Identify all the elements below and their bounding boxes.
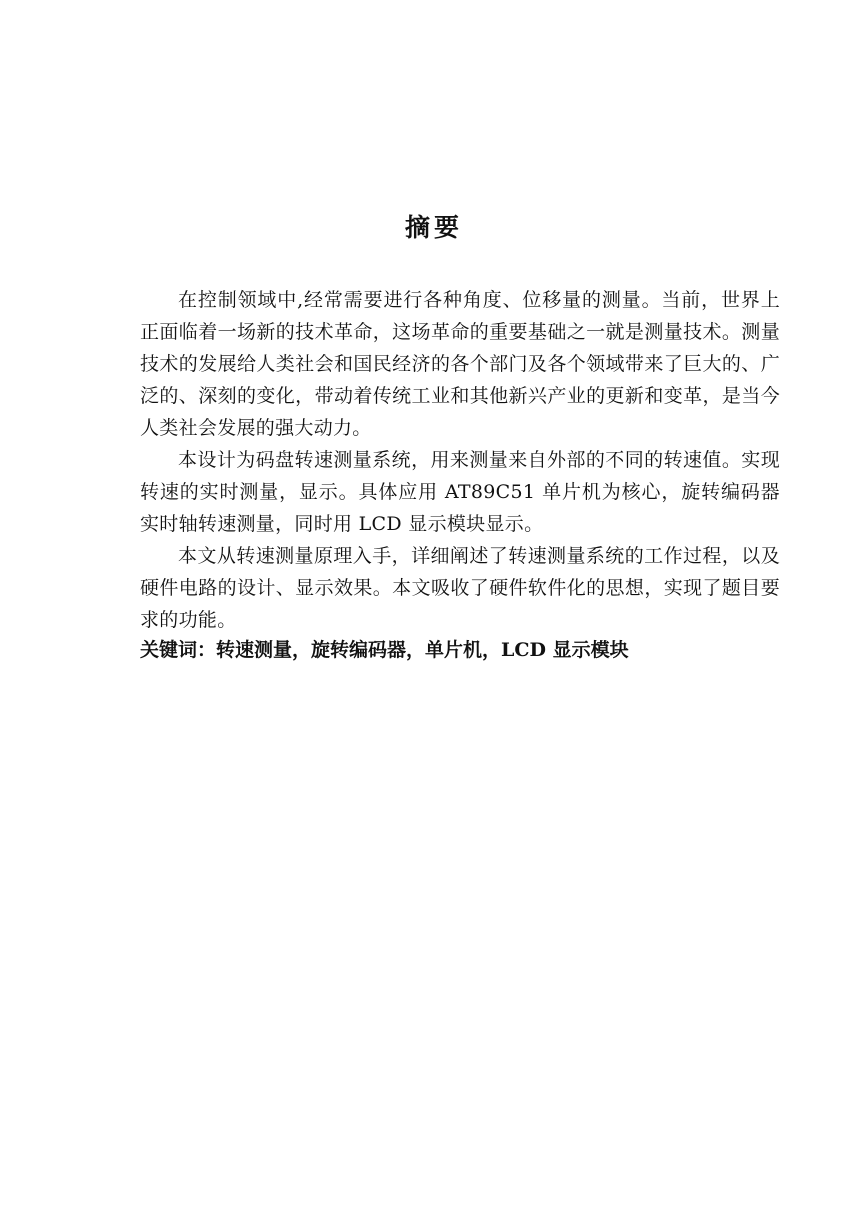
keywords-label: 关键词： bbox=[140, 639, 217, 661]
abstract-paragraph-1: 在控制领域中,经常需要进行各种角度、位移量的测量。当前，世界上正面临着一场新的技术革命，这场革命的重要基础之一就是测量技术。测量技术的发展给人类社会和国民经济的各个部门及各个领域带来了巨大的、广泛的、深刻的变化，带动着传统工业和其他新兴产业的更新和变革，是当今人类社会发展的强大动力。 bbox=[140, 289, 780, 439]
abstract-paragraph-2: 本设计为码盘转速测量系统，用来测量来自外部的不同的转速值。实现转速的实时测量，显示。具体应用 AT89C51 单片机为核心，旋转编码器实时轴转速测量，同时用 LCD 显示模块显示。 bbox=[140, 449, 780, 535]
keywords-line bbox=[140, 636, 780, 664]
keywords-text: 转速测量，旋转编码器，单片机，LCD 显示模块 bbox=[216, 639, 629, 661]
abstract-body bbox=[140, 284, 780, 664]
page-title: 摘要 bbox=[404, 213, 463, 242]
abstract-paragraph-3: 本文从转速测量原理入手，详细阐述了转速测量系统的工作过程，以及硬件电路的设计、显示效果。本文吸收了硬件软件化的思想，实现了题目要求的功能。 bbox=[140, 545, 780, 631]
